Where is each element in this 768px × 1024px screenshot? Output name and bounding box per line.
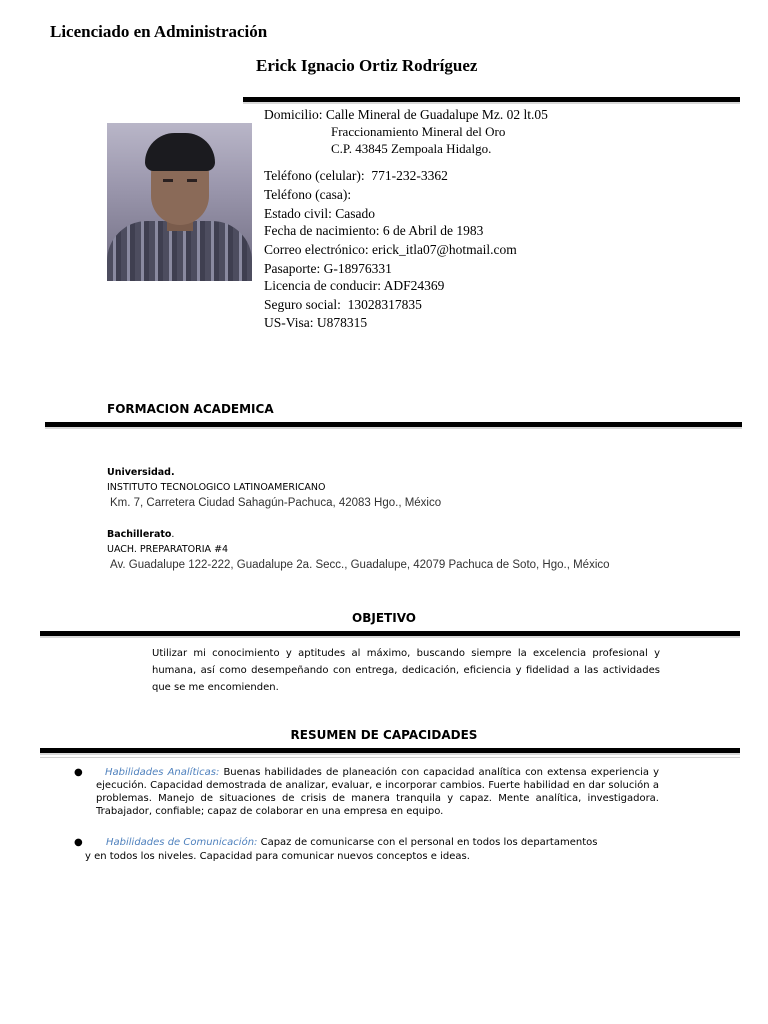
- section-title-formacion: FORMACION ACADEMICA: [107, 402, 274, 416]
- address-line-3: C.P. 43845 Zempoala Hidalgo.: [331, 141, 492, 156]
- address-line-1: Domicilio: Calle Mineral de Guadalupe Mz. 02 lt.05: [264, 107, 548, 122]
- profile-photo: [107, 123, 252, 281]
- capability-analytic: Habilidades Analíticas: Buenas habilidades de planeación con capacidad analítica con extensa experiencia y ejecución. Capacidad demostrada de analizar, evaluar, e incorporar cambios. Fuerte habilidad en dar solución a problemas. Manejo de situaciones de crisis de manera tranquila y capaz. Mente analítica, investigadora. Trabajador, confiable; capaz de colaborar en una empresa en equipo.: [96, 767, 659, 817]
- formacion-rule: [45, 422, 742, 429]
- resumen-rule-under: [40, 757, 740, 758]
- highschool-label: Bachillerato.: [107, 529, 175, 540]
- birth-date: Fecha de nacimiento: 6 de Abril de 1983: [264, 223, 484, 238]
- address-line-2: Fraccionamiento Mineral del Oro: [331, 124, 506, 139]
- section-title-objetivo: OBJETIVO: [352, 611, 416, 625]
- university-label: Universidad.: [107, 467, 175, 478]
- marital-status: Estado civil: Casado: [264, 206, 375, 221]
- drivers-license: Licencia de conducir: ADF24369: [264, 278, 445, 293]
- university-name: INSTITUTO TECNOLOGICO LATINOAMERICANO: [107, 482, 326, 493]
- objective-text: Utilizar mi conocimiento y aptitudes al máximo, buscando siempre la excelencia profesional y humana, así como desempeñando con entrega, dedicación, eficiencia y fidelidad a las actividades que se me encomienden.: [152, 648, 660, 693]
- capability-communication: Habilidades de Comunicación: Capaz de comunicarse con el personal en todos los departamentos: [106, 837, 598, 848]
- highschool-name: UACH. PREPARATORIA #4: [107, 544, 229, 555]
- job-title: Licenciado en Administración: [50, 22, 268, 41]
- university-address: Km. 7, Carretera Ciudad Sahagún-Pachuca, 42083 Hgo., México: [110, 497, 442, 509]
- passport: Pasaporte: G-18976331: [264, 261, 392, 276]
- bullet-icon: ●: [74, 767, 83, 778]
- candidate-name: Erick Ignacio Ortiz Rodríguez: [256, 56, 478, 75]
- phone-home: Teléfono (casa):: [264, 187, 352, 202]
- header-rule: [243, 97, 740, 104]
- bullet-icon: ●: [74, 837, 83, 848]
- phone-mobile: Teléfono (celular): 771-232-3362: [264, 168, 448, 183]
- section-title-resumen: RESUMEN DE CAPACIDADES: [290, 728, 478, 742]
- highschool-address: Av. Guadalupe 122-222, Guadalupe 2a. Secc., Guadalupe, 42079 Pachuca de Soto, Hgo., México: [110, 559, 610, 571]
- us-visa: US-Visa: U878315: [264, 315, 368, 330]
- email: Correo electrónico: erick_itla07@hotmail.com: [264, 242, 517, 257]
- capability-communication-line2: y en todos los niveles. Capacidad para comunicar nuevos conceptos e ideas.: [85, 851, 470, 862]
- resumen-rule: [40, 748, 740, 755]
- objetivo-rule: [40, 631, 740, 638]
- social-security: Seguro social: 13028317835: [264, 297, 422, 312]
